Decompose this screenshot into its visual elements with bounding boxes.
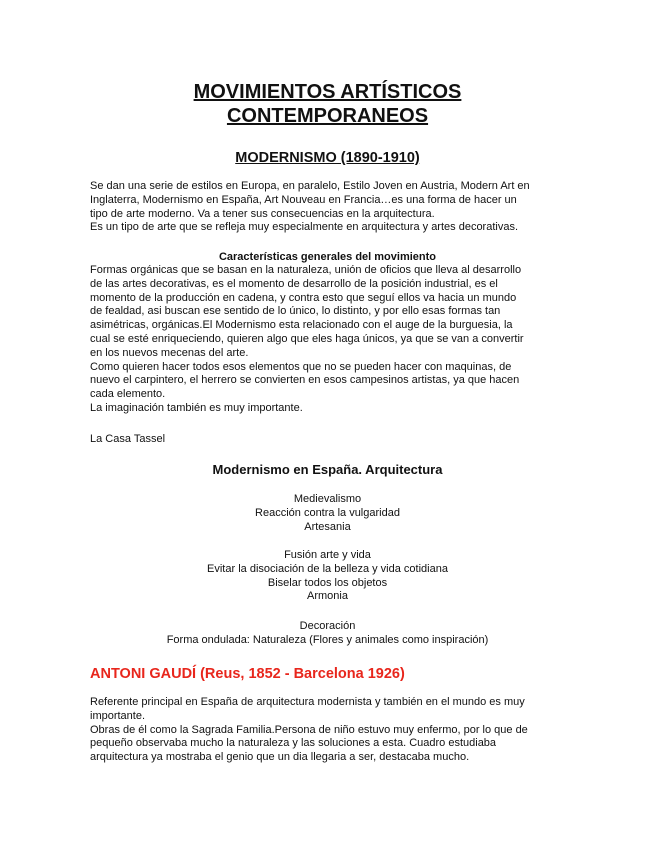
caracteristicas-body	[90, 264, 570, 416]
list-item: Evitar la disociación de la belleza y vida cotidiana	[207, 562, 448, 575]
modernismo-heading: MODERNISMO (1890-1910)	[235, 150, 420, 166]
list-item: Medievalismo	[293, 493, 362, 505]
body-line: Referente principal en España de arquitectura modernista y también en el mundo es muy	[90, 696, 525, 708]
body-line: pequeño observaba mucho la naturaleza y las soluciones a esta. Cuadro estudiaba	[90, 737, 497, 750]
list-item: Artesania	[304, 520, 351, 533]
body-line: Formas orgánicas que se basan en la naturaleza, unión de oficios que lleva al desarrollo	[90, 264, 522, 276]
document-title-line-2: CONTEMPORANEOS	[226, 105, 429, 127]
body-line: en los nuevos mecenas del arte.	[90, 346, 249, 359]
body-line: cada elemento.	[90, 388, 166, 401]
gaudi-body	[90, 696, 570, 765]
caracteristicas-subheading: Características generales del movimiento	[218, 251, 437, 263]
espana-group-3	[0, 620, 655, 648]
body-line: asimétricas, orgánicas.El Modernismo esta relacionado con el auge de la burguesia, la	[90, 319, 513, 332]
list-item: Fusión arte y vida	[284, 549, 371, 561]
body-line: Como quieren hacer todos esos elementos que no se pueden hacer con maquinas, de	[90, 360, 512, 373]
body-line: nuevo el carpintero, el herrero se convierten en esos campesinos artistas, ya que hacen	[90, 374, 520, 387]
list-item: Forma ondulada: Naturaleza (Flores y animales como inspiración)	[166, 633, 489, 646]
intro-line: Inglaterra, Modernismo en España, Art Nouveau en Francia…es una forma de hacer un	[90, 193, 517, 206]
body-line: de fealdad, asi buscan ese sentido de lo único, lo distinto, y por ello esas formas tan	[90, 305, 501, 318]
list-item: Decoración	[299, 620, 356, 632]
modernismo-intro	[90, 180, 570, 235]
modernismo-espana-heading: Modernismo en España. Arquitectura	[212, 462, 443, 477]
body-line: arquitectura ya mostraba el genio que un dia llegaria a ser, destacaba mucho.	[90, 751, 470, 764]
body-line: Obras de él como la Sagrada Familia.Persona de niño estuvo muy enfermo, por lo que de	[90, 723, 528, 736]
body-line: cual se esté enriqueciendo, quieren algo que eles haga únicos, ya que se van a convertir	[90, 332, 524, 345]
intro-line: Se dan una serie de estilos en Europa, en paralelo, Estilo Joven en Austria, Modern Art en	[90, 180, 530, 192]
document-title-line-1: MOVIMIENTOS ARTÍSTICOS	[193, 81, 462, 103]
intro-line: Es un tipo de arte que se refleja muy especialmente en arquitectura y artes decorativas.	[90, 221, 519, 234]
body-line: importante.	[90, 709, 146, 722]
espana-group-1	[0, 493, 655, 534]
body-line: La imaginación también es muy importante.	[90, 401, 303, 414]
list-item: Biselar todos los objetos	[267, 576, 388, 589]
body-line: de las artes decorativas, es el momento de desarrollo de la posición industrial, es el	[90, 277, 498, 290]
list-item: Armonia	[307, 590, 348, 603]
espana-group-2	[0, 549, 655, 604]
list-item: Reacción contra la vulgaridad	[255, 506, 400, 519]
intro-line: tipo de arte moderno. Va a tener sus consecuencias en la arquitectura.	[90, 207, 435, 220]
gaudi-heading: ANTONI GAUDÍ (Reus, 1852 - Barcelona 1926)	[90, 666, 405, 682]
body-line: momento de la producción en cadena, y contra esto que seguí ellos va hacia un mundo	[90, 291, 517, 304]
casa-tassel-text: La Casa Tassel	[90, 433, 166, 445]
